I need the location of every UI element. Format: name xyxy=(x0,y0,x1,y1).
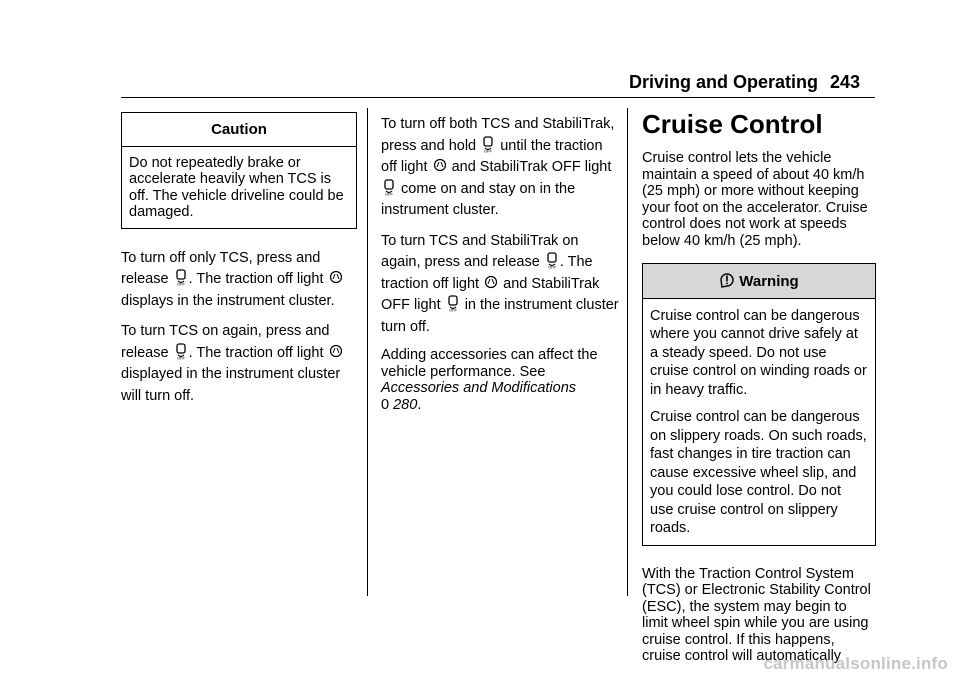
column-divider xyxy=(627,108,628,596)
traction-off-light-icon xyxy=(329,269,343,286)
section-title: Driving and Operating xyxy=(629,72,819,92)
cruise-intro: Cruise control lets the vehicle maintain a speed of about 40 km/h (25 mph) or more without keeping your foot on the accelerator. Cruise control does not work at speeds below 40 km/h (25 mph). xyxy=(642,150,868,249)
cross-reference-title[interactable]: Accessories and Modifications xyxy=(381,380,577,396)
warning-header xyxy=(643,264,875,299)
paragraph-tcs-on: To turn TCS on again, press and release OFF . The traction off light displayed in the instrument cluster will turn off. xyxy=(121,321,357,407)
stabilitrak-off-light-icon xyxy=(446,295,460,312)
cross-reference-page[interactable]: 280 xyxy=(393,396,418,413)
traction-control-button-icon xyxy=(174,343,188,360)
caution-box xyxy=(121,112,357,229)
svg-text:OFF: OFF xyxy=(385,191,393,196)
caution-text: Do not repeatedly brake or accelerate heavily when TCS is off. The vehicle driveline could be damaged. xyxy=(129,154,344,220)
column-middle xyxy=(381,114,619,422)
warning-symbol-icon xyxy=(719,272,735,288)
column-right xyxy=(642,110,876,674)
header-rule xyxy=(121,97,875,98)
traction-off-light-icon xyxy=(484,274,498,291)
page-header xyxy=(0,0,960,100)
svg-text:OFF: OFF xyxy=(448,307,457,312)
traction-off-light-icon xyxy=(329,343,343,360)
page-reference-arrow: 0 xyxy=(381,396,390,413)
paragraph-tcs-esc: With the Traction Control System (TCS) or Electronic Stability Control (ESC), the system may begin to limit wheel spin while you are using cruise control. If this happens, cruise control will automatically xyxy=(642,565,871,664)
warning-text-1: Cruise control can be dangerous where you cannot drive safely at a steady speed. Do not use cruise control on winding roads or in heavy traffic. xyxy=(650,307,867,398)
svg-text:OFF: OFF xyxy=(547,264,556,269)
paragraph-both-off: To turn off both TCS and StabiliTrak, press and hold OFF until the traction off light and StabiliTrak OFF light OFF come on and stay on in the instrument cluster. xyxy=(381,116,615,218)
column-divider xyxy=(367,108,368,596)
warning-body xyxy=(643,299,875,545)
traction-control-button-icon xyxy=(481,136,495,153)
paragraph-accessories: Adding accessories can affect the vehicle performance. See Accessories and Modifications 0 280. xyxy=(381,347,598,413)
paragraph-tcs-off: To turn off only TCS, press and release OFF . The traction off light displays in the instrument cluster. xyxy=(121,248,357,313)
traction-control-button-icon xyxy=(545,252,559,269)
svg-text:OFF: OFF xyxy=(176,355,185,360)
cruise-control-heading: Cruise Control xyxy=(642,109,823,139)
warning-text-2: Cruise control can be dangerous on slippery roads. On such roads, fast changes in tire traction can cause excessive wheel slip, and you could lose control. Do not use cruise control on slippery roads. xyxy=(650,409,867,536)
traction-control-button-icon xyxy=(174,269,188,286)
column-left xyxy=(121,112,357,416)
warning-box xyxy=(642,263,876,546)
caution-body xyxy=(122,147,356,228)
stabilitrak-off-light-icon xyxy=(382,179,396,196)
warning-title: Warning xyxy=(739,273,799,290)
paragraph-both-on: To turn TCS and StabiliTrak on again, press and release OFF . The traction off light and StabiliTrak OFF light OFF in the instrument cluster turn off. xyxy=(381,232,619,335)
watermark: carmanualsonline.info xyxy=(763,654,948,673)
caution-title: Caution xyxy=(122,113,356,147)
page-number: 243 xyxy=(830,72,861,92)
svg-text:OFF: OFF xyxy=(176,281,185,286)
svg-text:OFF: OFF xyxy=(484,148,493,153)
traction-off-light-icon xyxy=(433,157,447,174)
